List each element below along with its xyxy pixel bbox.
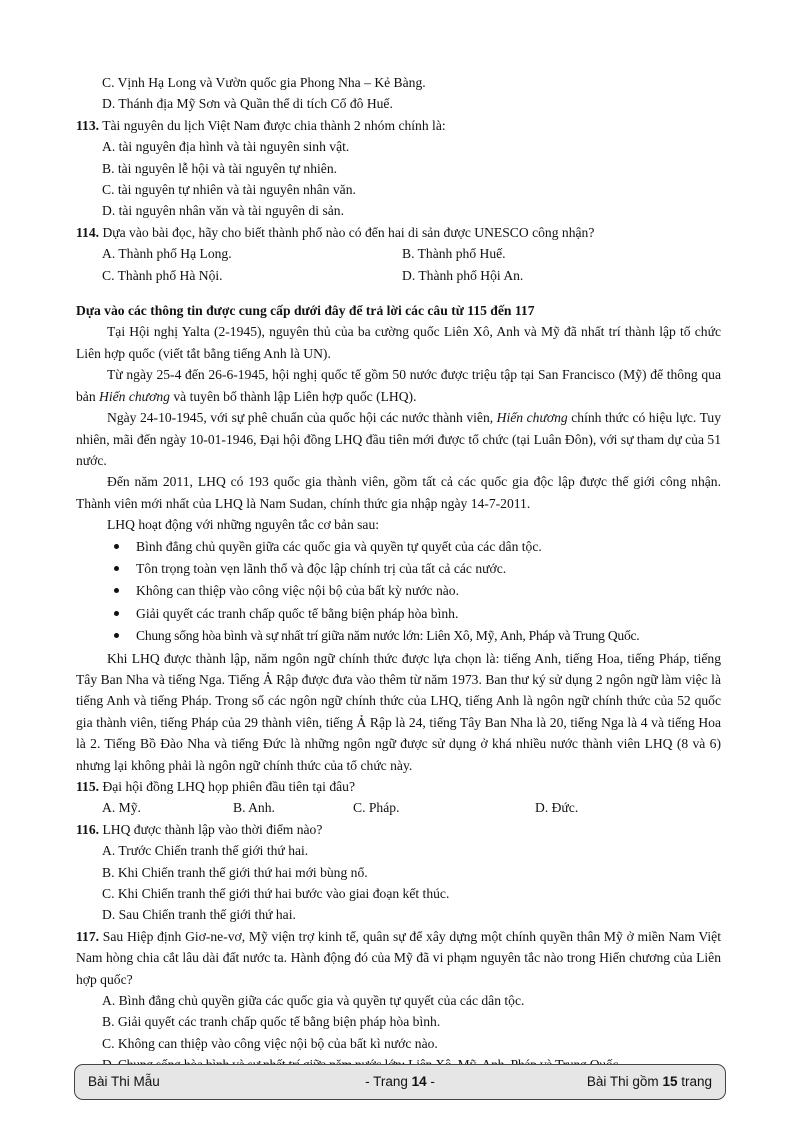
q116-option-a: A. Trước Chiến tranh thế giới thứ hai. (102, 843, 309, 859)
q116-stem (76, 819, 721, 840)
q117-text: Sau Hiệp định Giơ-ne-vơ, Mỹ viện trợ kinh tế, quân sự để xây dựng một chính quyền thân Mỹ ở miền Nam Việt Nam hòng chia cắt lâu dài đất nước ta. Hành động đó của Mỹ đã vi phạm nguyên tắc nào trong Hiến chương của Liên hợp quốc? (76, 928, 721, 987)
q115-number: 115. (76, 779, 100, 794)
spacer (76, 286, 721, 296)
q115-stem (76, 776, 721, 797)
passage-paragraph-6: Khi LHQ được thành lập, năm ngôn ngữ chính thức được lựa chọn là: tiếng Anh, tiếng Hoa, tiếng Pháp, tiếng Tây Ban Nha và tiếng Nga. Tiếng Ả Rập được đưa vào thêm từ năm 1973. Ban thư ký sử dụng 2 ngôn ngữ làm việc là tiếng Anh và tiếng Pháp. Trong số các ngôn ngữ chính thức của LHQ, tiếng Anh là ngôn ngữ chính thức của 52 quốc gia thành viên, tiếng Pháp của 29 thành viên, tiếng Ả Rập là 24, tiếng Tây Ban Nha là 20, tiếng Nga là 4 và tiếng Hoa là 2. Tiếng Bồ Đào Nha và tiếng Đức là những ngôn ngữ được sử dụng ở khá nhiều nước thành viên LHQ (8 và 6) nhưng lại không phải là ngôn ngữ chính thức của tổ chức này. (76, 650, 721, 773)
principles-list (76, 536, 721, 648)
q112-option-d: D. Thánh địa Mỹ Sơn và Quần thể di tích Cố đô Huế. (102, 96, 393, 112)
principle-item (76, 580, 721, 602)
passage-paragraph-4: Đến năm 2011, LHQ có 193 quốc gia thành viên, gồm tất cả các quốc gia độc lập được thế giới công nhận. Thành viên mới nhất của LHQ là Nam Sudan, chính thức gia nhập ngày 14-7-2011. (76, 474, 721, 511)
q117-stem (76, 926, 721, 990)
p3-charter-term: Hiến chương (496, 410, 568, 426)
q113-stem (76, 115, 721, 136)
q115-option-a: A. Mỹ. (102, 800, 141, 816)
q112-option-c: C. Vịnh Hạ Long và Vườn quốc gia Phong Nha – Kẻ Bàng. (102, 75, 426, 90)
q113-option-a: A. tài nguyên địa hình và tài nguyên sinh vật. (102, 139, 350, 155)
principle-item (76, 558, 721, 580)
p2-text-b: và tuyên bố thành lập Liên hợp quốc (LHQ). (169, 388, 417, 404)
q114-options-row-1 (76, 243, 721, 264)
passage-paragraph-1: Tại Hội nghị Yalta (2-1945), nguyên thủ của ba cường quốc Liên Xô, Anh và Mỹ đã nhất trí thành lập tổ chức Liên hợp quốc (viết tắt bằng tiếng Anh là UN). (76, 324, 721, 361)
footer-total-pages (587, 1074, 712, 1089)
bullet-icon (114, 611, 119, 616)
q115-options-row (76, 797, 721, 818)
q114-stem (76, 222, 721, 243)
q113-number: 113. (76, 117, 100, 133)
passage-paragraph-3 (76, 407, 721, 471)
q114-number: 114. (76, 224, 100, 240)
q114-option-a: A. Thành phố Hạ Long. (102, 246, 232, 262)
q115-option-d: D. Đức. (535, 800, 579, 816)
footer-total-count: 15 (662, 1074, 678, 1089)
page-footer (74, 1064, 726, 1100)
q116-option-b: B. Khi Chiến tranh thế giới thứ hai mới bùng nổ. (102, 864, 368, 880)
footer-current-page: 14 (411, 1074, 427, 1089)
principle-text: Không can thiệp vào công việc nội bộ của bất kỳ nước nào. (136, 583, 459, 599)
q114-option-b: B. Thành phố Huế. (402, 246, 506, 262)
q113-option-c: C. tài nguyên tự nhiên và tài nguyên nhân văn. (102, 182, 356, 198)
q116-option-c: C. Khi Chiến tranh thế giới thứ hai bước vào giai đoạn kết thúc. (102, 886, 450, 902)
passage-heading: Dựa vào các thông tin được cung cấp dưới đây để trả lời các câu từ 115 đến 117 (76, 303, 535, 319)
q114-option-c: C. Thành phố Hà Nội. (102, 267, 223, 283)
principle-item (76, 536, 721, 558)
q113-option-d: D. tài nguyên nhân văn và tài nguyên di sản. (102, 203, 344, 219)
footer-total-prefix: Bài Thi gồm (586, 1074, 663, 1089)
principle-text: Chung sống hòa bình và sự nhất trí giữa năm nước lớn: Liên Xô, Mỹ, Anh, Pháp và Trung Quốc. (136, 628, 640, 644)
footer-exam-title: Bài Thi Mẫu (88, 1074, 160, 1089)
principle-text: Bình đẳng chủ quyền giữa các quốc gia và quyền tự quyết của các dân tộc. (136, 538, 542, 554)
q115-text: Đại hội đồng LHQ họp phiên đầu tiên tại đâu? (99, 779, 356, 794)
bullet-icon (114, 588, 119, 593)
passage-paragraph-2 (76, 364, 721, 407)
footer-total-suffix: trang (677, 1074, 712, 1089)
q117-number: 117. (76, 928, 100, 944)
q114-options-row-2 (76, 265, 721, 286)
footer-page-suffix: - (426, 1074, 435, 1089)
q115-option-c: C. Pháp. (353, 800, 400, 816)
exam-page-content (76, 72, 721, 1076)
q117-option-a: A. Bình đẳng chủ quyền giữa các quốc gia và quyền tự quyết của các dân tộc. (102, 993, 525, 1009)
footer-page-prefix: - Trang (365, 1074, 412, 1089)
bullet-icon (114, 544, 119, 549)
p3-text-b: chính thức có hiệu lực. Tuy nhiên, mãi đến ngày 10-01-1946, Đại hội đồng LHQ đầu tiên mới được tổ chức (tại Luân Đôn), với sự tham dự của 51 nước. (76, 410, 721, 468)
q114-text: Dựa vào bài đọc, hãy cho biết thành phố nào có đến hai di sản được UNESCO công nhận? (99, 224, 595, 240)
q117-option-c: C. Không can thiệp vào công việc nội bộ của bất kì nước nào. (102, 1035, 438, 1051)
q113-text: Tài nguyên du lịch Việt Nam được chia thành 2 nhóm chính là: (99, 117, 446, 133)
p2-text-a: Từ ngày 25-4 đến 26-6-1945, hội nghị quốc tế gồm 50 nước được triệu tập tại San Francisco (Mỹ) để thông qua bản (76, 367, 721, 404)
q116-text: LHQ được thành lập vào thời điểm nào? (99, 821, 323, 837)
q114-option-d: D. Thành phố Hội An. (402, 267, 524, 283)
q115-option-b: B. Anh. (233, 800, 275, 816)
principle-item (76, 625, 721, 647)
q117-option-b: B. Giải quyết các tranh chấp quốc tế bằng biện pháp hòa bình. (102, 1014, 441, 1030)
q116-number: 116. (76, 821, 100, 837)
q113-option-b: B. tài nguyên lễ hội và tài nguyên tự nhiên. (102, 160, 338, 176)
principle-item (76, 603, 721, 625)
p3-text-a: Ngày 24-10-1945, với sự phê chuẩn của quốc hội các nước thành viên, (107, 410, 497, 426)
passage-paragraph-5: LHQ hoạt động với những nguyên tắc cơ bản sau: (107, 517, 380, 533)
principle-text: Tôn trọng toàn vẹn lãnh thổ và độc lập chính trị của tất cả các nước. (136, 560, 507, 576)
bullet-icon (114, 633, 119, 638)
bullet-icon (114, 566, 119, 571)
principle-text: Giải quyết các tranh chấp quốc tế bằng biện pháp hòa bình. (136, 605, 459, 621)
q116-option-d: D. Sau Chiến tranh thế giới thứ hai. (102, 907, 296, 923)
p2-charter-term: Hiến chương (99, 388, 170, 404)
